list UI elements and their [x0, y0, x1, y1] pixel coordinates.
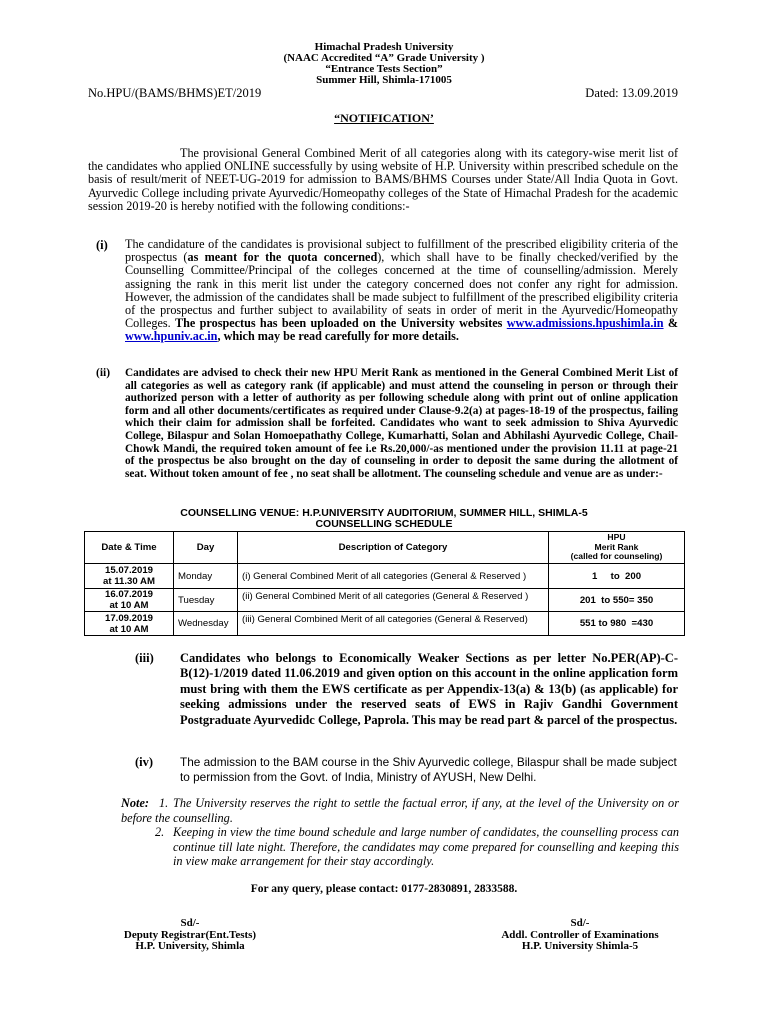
table-row	[85, 589, 685, 612]
clause-1-quota-note: as meant for the quota concerned	[187, 250, 378, 265]
row-time: at 10 AM	[109, 600, 149, 611]
row-date-time	[85, 612, 174, 636]
university-name: Himachal Pradesh University	[314, 41, 454, 53]
row-day: Monday	[174, 564, 238, 589]
row-time: at 10 AM	[109, 623, 149, 635]
clause-1-text	[125, 238, 678, 344]
counselling-schedule-table	[84, 531, 685, 636]
row-merit-rank: 1 to 200	[549, 564, 685, 589]
clause-2-label: (ii)	[96, 367, 111, 379]
row-date: 15.07.2019	[104, 565, 153, 576]
row-date-time	[85, 589, 174, 612]
clause-3-label: (iii)	[135, 651, 154, 665]
row-description: (iii) General Combined Merit of all categories (General & Reserved)	[238, 612, 549, 636]
notification-title: “NOTIFICATION’	[334, 111, 434, 125]
row-time: at 11.30 AM	[103, 576, 155, 587]
university-website-link[interactable]: www.hpuniv.ac.in	[125, 329, 218, 344]
right-signature-title: Addl. Controller of Examinations	[501, 928, 659, 941]
note-item-1-number: 1.	[159, 796, 169, 810]
row-day: Wednesday	[174, 612, 238, 636]
note-item-2-number: 2.	[155, 825, 165, 839]
counselling-schedule-title: COUNSELLING SCHEDULE	[315, 518, 453, 530]
right-signature-org: H.P. University Shimla-5	[521, 940, 639, 952]
header-merit-rank	[549, 532, 685, 564]
section-name: “Entrance Tests Section”	[325, 63, 443, 75]
clause-1-prospectus-note: The prospectus has been uploaded on the University websites	[175, 316, 503, 331]
table-row	[85, 612, 685, 636]
address-line: Summer Hill, Shimla-171005	[316, 74, 452, 86]
intro-paragraph: The provisional General Combined Merit of all categories along with its category-wise merit list of the candidates who applied ONLINE successfully by using website of H.P. University within prescribed schedule on the basis of result/merit of NEET-UG-2019 for admission to BAMS/BHMS Courses under State/All India Quota in Govt. Ayurvedic College including private Ayurvedic/Homeopathy colleges of the State of Himachal Pradesh for the academic session 2019-20 is hereby notified with the following conditions:-	[88, 146, 678, 213]
row-date-time	[85, 564, 174, 589]
header-merit-rank-label: Merit Rank	[594, 541, 639, 552]
clause-4-text: The admission to the BAM course in the Shiv Ayurvedic college, Bilaspur shall be made subject to permission from the Govt. of India, Ministry of AYUSH, New Delhi.	[180, 755, 677, 784]
row-description: (ii) General Combined Merit of all categories (General & Reserved )	[238, 589, 549, 612]
row-merit-rank: 551 to 980 =430	[549, 612, 685, 636]
note-item-2: Keeping in view the time bound schedule and large number of candidates, the counselling process can continue till late night. Therefore, the candidates may come prepared for counselling and keeping this in view make arrangement for their stay accordingly.	[173, 825, 679, 869]
left-signature-sd: Sd/-	[180, 917, 200, 929]
counselling-venue: COUNSELLING VENUE: H.P.UNIVERSITY AUDITORIUM, SUMMER HILL, SHIMLA-5	[180, 507, 588, 519]
row-merit-rank: 201 to 550= 350	[549, 589, 685, 612]
row-day: Tuesday	[174, 589, 238, 612]
left-signature	[90, 918, 290, 953]
admissions-website-link[interactable]: www.admissions.hpushimla.in	[506, 316, 664, 331]
reference-number: No.HPU/(BAMS/BHMS)ET/2019	[88, 86, 262, 100]
clause-2-text: Candidates are advised to check their new HPU Merit Rank as mentioned in the General Combined Merit List of all categories as well as category rank (if applicable) and must attend the counseling in person or through their authorized person with a letter of authority as per following schedule along with print out of online application form and all other documents/certificates as required under Clause-9.2(a) at pages-18-19 of the prospectus, failing which their claim for admission shall be forfeited. Candidates who want to seek admission to Shiva Ayurvedic College, Bilaspur and Solan Homoepathathy College, Kumarhatti, Solan and Abhilashi Ayurvedic College, Chail-Chowk Mandi, the required token amount of fee i.e Rs.20,000/-as mentioned under the provision 11.11 at page-21 of the prospectus be also brought on the day of counseling in order to deposit the same during the allotment of seat. Without token amount of fee , no seat shall be allotment. The counseling schedule and venue are as under:-	[125, 367, 678, 480]
clause-1-part-b: ), which shall have to be finally checked/verified by the Counselling Committee/Principal of the colleges concerned at the time of counselling/admission. Merely assigning the rank in this merit list under the category concerned does not confer any right for admission. However, the admission of the candidates shall be made subject to fulfillment of the prescribed eligibility criteria of the prospectus and further subject to availability of seats in order of merit in the Ayurvedic/Homeopathy Colleges.	[125, 250, 678, 331]
clause-1-label: (i)	[96, 238, 108, 252]
row-date: 17.09.2019	[104, 612, 153, 624]
clause-1-part-d: , which may be read carefully for more details.	[217, 329, 459, 344]
accreditation-line: (NAAC Accredited “A” Grade University )	[283, 52, 485, 64]
header-called-note: (called for counseling)	[570, 551, 663, 562]
clause-1-part-a: The candidature of the candidates is provisional subject to fulfillment of the prescribed eligibility criteria of the prospectus (	[125, 237, 678, 265]
right-signature	[460, 918, 700, 953]
note-item-1: The University reserves the right to settle the factual error, if any, at the level of the University on or before the counselling.	[121, 796, 679, 825]
header-hpu: HPU	[607, 532, 626, 543]
notice-date: Dated: 13.09.2019	[585, 86, 678, 100]
right-signature-sd: Sd/-	[570, 917, 590, 929]
row-description: (i) General Combined Merit of all categories (General & Reserved )	[238, 564, 549, 589]
row-date: 16.07.2019	[104, 589, 153, 600]
note-label: Note:	[121, 796, 149, 810]
ampersand: &	[667, 316, 679, 331]
clause-4-label: (iv)	[135, 755, 154, 769]
table-header-row	[85, 532, 685, 564]
left-signature-org: H.P. University, Shimla	[135, 940, 245, 952]
table-row	[85, 564, 685, 589]
left-signature-title: Deputy Registrar(Ent.Tests)	[123, 928, 257, 941]
query-contact: For any query, please contact: 0177-2830891, 2833588.	[250, 883, 518, 895]
header-description: Description of Category	[238, 532, 549, 564]
clause-3-text: Candidates who belongs to Economically Weaker Sections as per letter No.PER(AP)-C-B(12)-1/2019 dated 11.06.2019 and given option on this account in the online application form must bring with them the EWS certificate as per Appendix-13(a) & 13(b) (as applicable) for seeking admissions under the reserved seats of EWS in Rajiv Gandhi Government Postgraduate Ayurvedidc College, Paprola. This may be read part & parcel of the prospectus.	[180, 651, 678, 727]
header-day: Day	[174, 532, 238, 564]
header-date-time: Date & Time	[85, 532, 174, 564]
